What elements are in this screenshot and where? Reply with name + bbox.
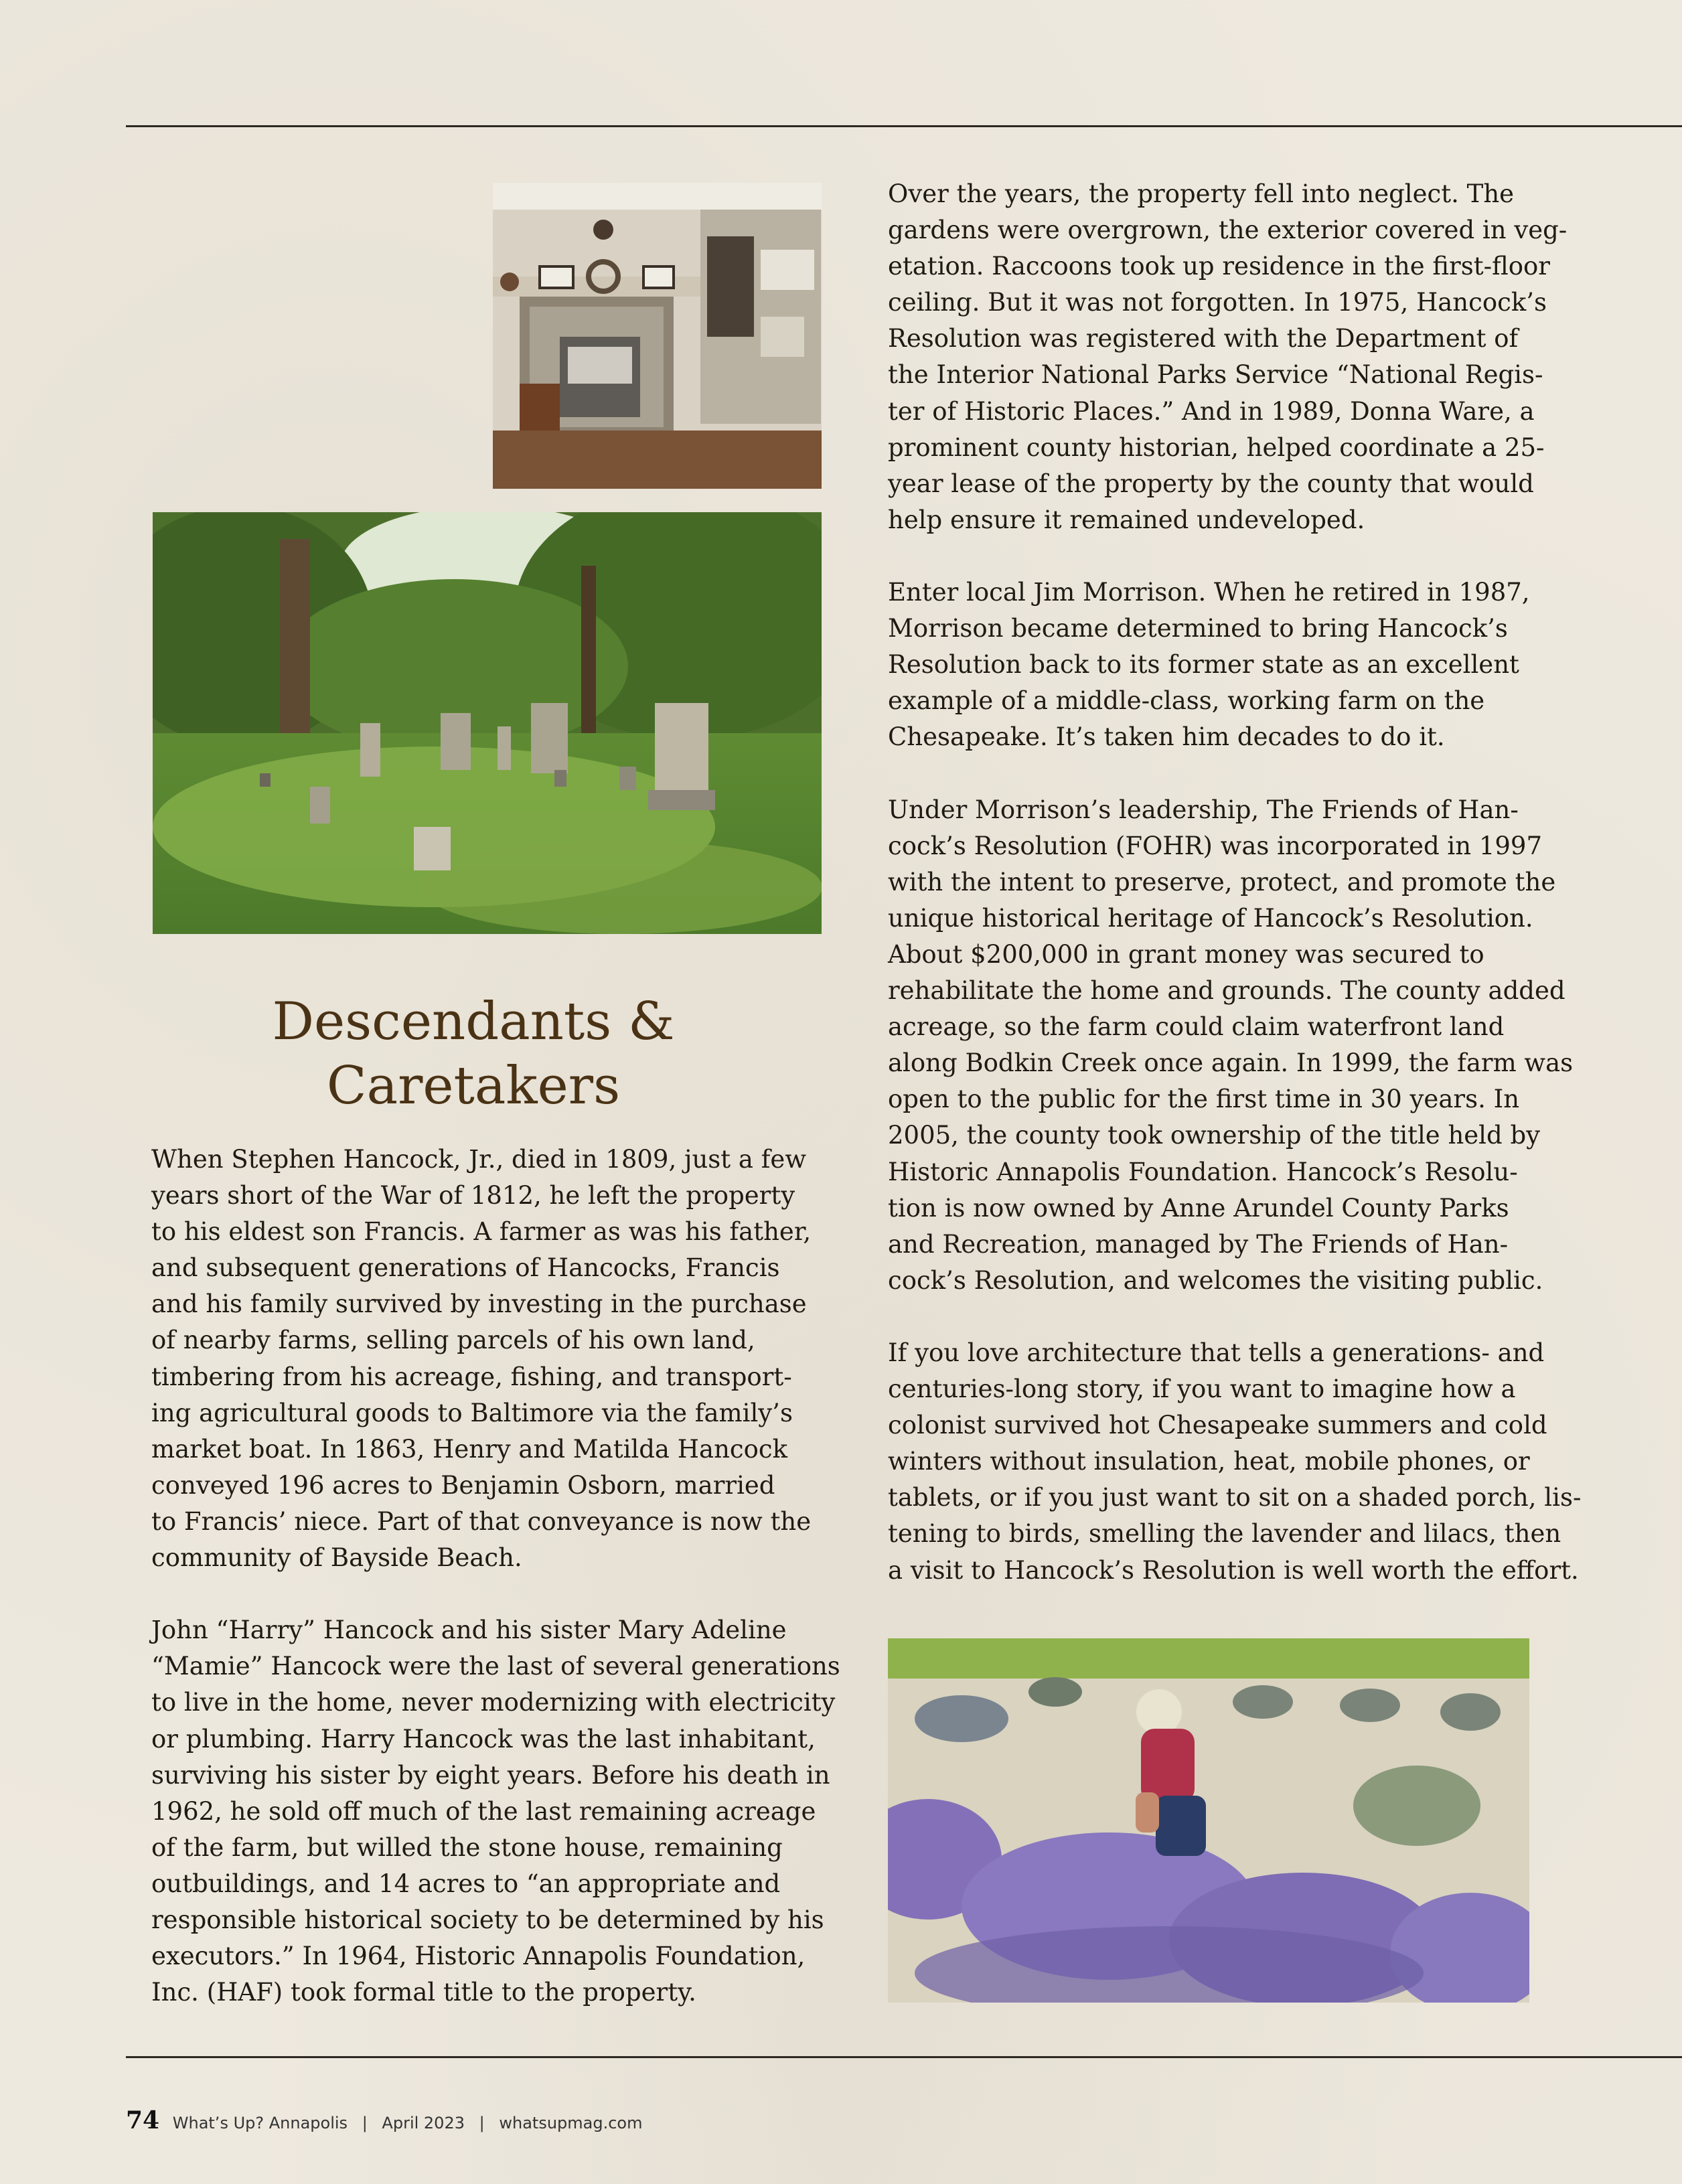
text-line: Resolution back to its former state as an excellent <box>888 650 1519 680</box>
text-line: tening to birds, smelling the lavender and lilacs, then <box>888 1519 1561 1549</box>
footer-separator: | <box>479 2114 485 2132</box>
text-line: etation. Raccoons took up residence in the first-floor <box>888 252 1550 281</box>
text-line: cock’s Resolution (FOHR) was incorporated in 1997 <box>888 831 1542 860</box>
text-line: gardens were overgrown, the exterior covered in veg- <box>888 216 1568 245</box>
text-line: Enter local Jim Morrison. When he retired in 1987, <box>888 578 1530 607</box>
text-line: John “Harry” Hancock and his sister Mary Adeline <box>151 1616 787 1645</box>
text-line: Under Morrison’s leadership, The Friends of Han- <box>888 795 1519 824</box>
paragraph <box>888 176 1568 538</box>
text-line: ceiling. But it was not forgotten. In 1975, Hancock’s <box>888 288 1547 317</box>
text-line: the Interior National Parks Service “National Regis- <box>888 360 1543 390</box>
text-line: year lease of the property by the county that would <box>888 469 1534 498</box>
paragraph <box>151 1612 840 2011</box>
bottom-rule <box>126 2056 1682 2058</box>
text-line: tion is now owned by Anne Arundel County Parks <box>888 1193 1509 1223</box>
text-line: to Francis’ niece. Part of that conveyance is now the <box>151 1506 812 1536</box>
text-line: to live in the home, never modernizing with electricity <box>151 1688 836 1717</box>
text-line: prominent county historian, helped coordinate a 25- <box>888 433 1545 462</box>
text-line: ing agricultural goods to Baltimore via the family’s <box>151 1398 793 1427</box>
text-line: open to the public for the first time in 30 years. In <box>888 1085 1520 1114</box>
text-line: a visit to Hancock’s Resolution is well worth the effort. <box>888 1555 1579 1585</box>
text-line: of nearby farms, selling parcels of his own land, <box>151 1326 755 1355</box>
heading-line: Descendants & <box>272 992 675 1052</box>
text-line: unique historical heritage of Hancock’s Resolution. <box>888 903 1533 933</box>
text-line: colonist survived hot Chesapeake summers and cold <box>888 1411 1547 1440</box>
text-line: help ensure it remained undeveloped. <box>888 505 1365 534</box>
text-line: 1962, he sold off much of the last remaining acreage <box>151 1796 816 1826</box>
text-line: Over the years, the property fell into neglect. The <box>888 179 1515 208</box>
paragraph <box>888 1335 1582 1589</box>
page-number: 74 <box>126 2106 160 2134</box>
text-line: and subsequent generations of Hancocks, Francis <box>151 1253 780 1283</box>
heading-line: Caretakers <box>326 1056 621 1116</box>
text-line: community of Bayside Beach. <box>151 1543 522 1573</box>
text-line: years short of the War of 1812, he left the property <box>151 1181 795 1211</box>
text-line: Resolution was registered with the Department of <box>888 324 1519 354</box>
footer-separator: | <box>362 2114 368 2132</box>
text-line: rehabilitate the home and grounds. The county added <box>888 976 1565 1006</box>
text-line: When Stephen Hancock, Jr., died in 1809, just a few <box>151 1145 806 1174</box>
paragraph <box>151 1142 821 1576</box>
text-line: or plumbing. Harry Hancock was the last inhabitant, <box>151 1724 816 1753</box>
text-line: with the intent to preserve, protect, and promote the <box>888 867 1556 896</box>
text-line: and his family survived by investing in the purchase <box>151 1290 807 1319</box>
lavender-field-photo <box>888 1638 1529 2003</box>
text-line: acreage, so the farm could claim waterfront land <box>888 1012 1505 1042</box>
text-line: 2005, the county took ownership of the title held by <box>888 1121 1541 1150</box>
text-line: “Mamie” Hancock were the last of several generations <box>151 1652 840 1681</box>
text-line: Chesapeake. It’s taken him decades to do it. <box>888 722 1445 752</box>
text-line: centuries-long story, if you want to imagine how a <box>888 1375 1516 1404</box>
text-line: winters without insulation, heat, mobile phones, or <box>888 1447 1530 1476</box>
text-line: along Bodkin Creek once again. In 1999, the farm was <box>888 1048 1574 1078</box>
text-line: of the farm, but willed the stone house, remaining <box>151 1832 783 1862</box>
paragraph <box>888 574 1544 755</box>
text-line: Morrison became determined to bring Hancock’s <box>888 614 1508 643</box>
text-line: example of a middle-class, working farm on the <box>888 686 1485 716</box>
page-footer <box>126 2106 642 2134</box>
text-line: Inc. (HAF) took formal title to the property. <box>151 1978 696 2007</box>
text-line: Historic Annapolis Foundation. Hancock’s Resolu- <box>888 1157 1518 1186</box>
left-column-text <box>151 1142 840 2011</box>
cemetery-photo <box>153 512 822 934</box>
text-line: market boat. In 1863, Henry and Matilda Hancock <box>151 1434 788 1464</box>
text-line: surviving his sister by eight years. Before his death in <box>151 1760 830 1790</box>
text-line: outbuildings, and 14 acres to “an appropriate and <box>151 1869 781 1898</box>
text-line: If you love architecture that tells a generations- and <box>888 1338 1545 1367</box>
website: whatsupmag.com <box>499 2114 643 2132</box>
text-line: About $200,000 in grant money was secured to <box>888 939 1484 969</box>
text-line: and Recreation, managed by The Friends of Han- <box>888 1229 1509 1259</box>
text-line: timbering from his acreage, fishing, and transport- <box>151 1362 792 1391</box>
text-line: executors.” In 1964, Historic Annapolis Foundation, <box>151 1942 806 1971</box>
text-line: to his eldest son Francis. A farmer as was his father, <box>151 1217 812 1247</box>
issue-date: April 2023 <box>382 2114 465 2132</box>
publication-name: What’s Up? Annapolis <box>172 2114 348 2132</box>
text-line: ter of Historic Places.” And in 1989, Donna Ware, a <box>888 396 1535 426</box>
text-line: conveyed 196 acres to Benjamin Osborn, married <box>151 1470 775 1500</box>
text-line: responsible historical society to be determined by his <box>151 1905 824 1934</box>
interior-fireplace-photo <box>493 183 822 489</box>
text-line: tablets, or if you just want to sit on a shaded porch, lis- <box>888 1483 1582 1512</box>
text-line: cock’s Resolution, and welcomes the visiting public. <box>888 1265 1543 1295</box>
right-column-text <box>888 176 1582 1589</box>
top-rule <box>126 125 1682 127</box>
section-heading <box>153 990 794 1118</box>
paragraph <box>888 792 1574 1299</box>
